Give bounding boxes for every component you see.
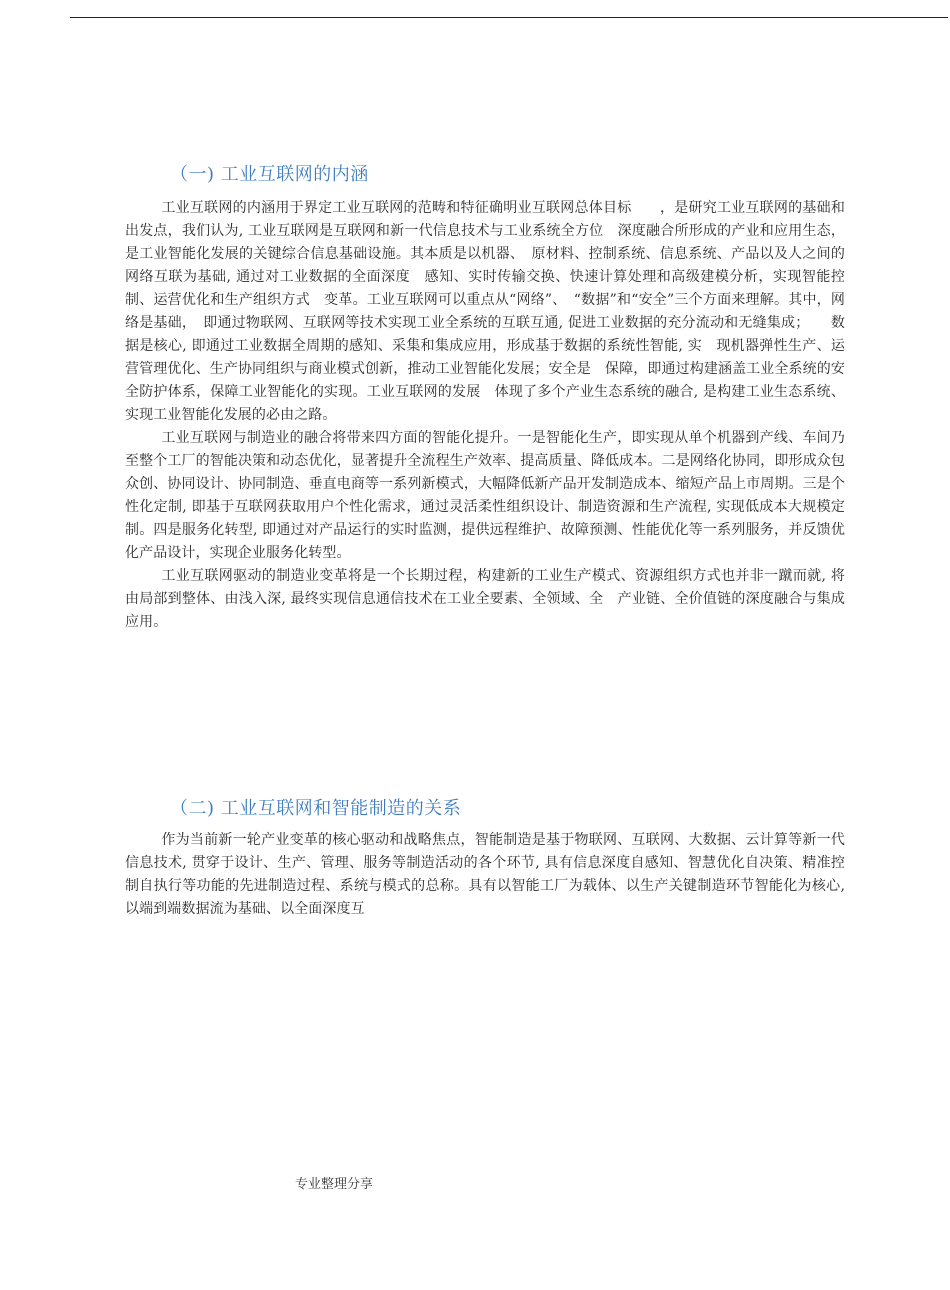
- section-2-paragraph-1: 作为当前新一轮产业变革的核心驱动和战略焦点，智能制造是基于物联网、互联网、大数据、云计算等新一代信息技术, 贯穿于设计、生产、管理、服务等制造活动的各个环节, 具有信息深度自感知、智慧优化自决策、精准控制自执行等功能的先进制造过程、系统与模式的总称。具有以智能工厂为载体、以生产关键制造环节智能化为核心, 以端到端数据流为基础、以全面深度互: [125, 832, 845, 917]
- footer-text: 专业整理分享: [295, 1177, 374, 1192]
- section-2-body: [125, 829, 845, 921]
- section-1-heading: （一) 工业互联网的内涵: [170, 164, 369, 185]
- header-rule: [70, 17, 948, 18]
- section-1-paragraph-1: 工业互联网的内涵用于界定工业互联网的范畴和特征确明业互联网总体目标 ，是研究工业互联网的基础和出发点，我们认为, 工业互联网是互联网和新一代信息技术与工业系统全方位 深度融合所形成的产业和应用生态，是工业智能化发展的关键综合信息基础设施。其本质是以机器、 原材料、控制系统、信息系统、产品以及人之间的网络互联为基础, 通过对工业数据的全面深度 感知、实时传输交换、快速计算处理和高级建模分析，实现智能控制、运营优化和生产组织方式 变革。工业互联网可以重点从“网络”、 “数据”和“安全”三个方面来理解。其中，网络是基础， 即通过物联网、互联网等技术实现工业全系统的互联互通, 促进工业数据的充分流动和无缝集成； 数据是核心, 即通过工业数据全周期的感知、采集和集成应用，形成基于数据的系统性智能, 实 现机器弹性生产、运营管理优化、生产协同组织与商业模式创新，推动工业智能化发展；安全是 保障，即通过构建涵盖工业全系统的安全防护体系，保障工业智能化的实现。工业互联网的发展 体现了多个产业生态系统的融合, 是构建工业生态系统、实现工业智能化发展的必由之路。: [125, 200, 845, 423]
- section-1-paragraph-2: 工业互联网与制造业的融合将带来四方面的智能化提升。一是智能化生产，即实现从单个机器到产线、车间乃至整个工厂的智能决策和动态优化，显著提升全流程生产效率、提高质量、降低成本。二是网络化协同，即形成众包众创、协同设计、协同制造、垂直电商等一系列新模式，大幅降低新产品开发制造成本、缩短产品上市周期。三是个性化定制, 即基于互联网获取用户个性化需求，通过灵活柔性组织设计、制造资源和生产流程, 实现低成本大规模定制。四是服务化转型, 即通过对产品运行的实时监测，提供远程维护、故障预测、性能优化等一系列服务，并反馈优化产品设计，实现企业服务化转型。: [125, 430, 845, 561]
- section-2-heading: （二) 工业互联网和智能制造的关系: [170, 798, 462, 819]
- section-1-paragraph-3: 工业互联网驱动的制造业变革将是一个长期过程，构建新的工业生产模式、资源组织方式也并非一蹴而就, 将由局部到整体、由浅入深, 最终实现信息通信技术在工业全要素、全领域、全 产业链、全价值链的深度融合与集成应用。: [125, 568, 845, 630]
- section-1-body: [125, 197, 845, 634]
